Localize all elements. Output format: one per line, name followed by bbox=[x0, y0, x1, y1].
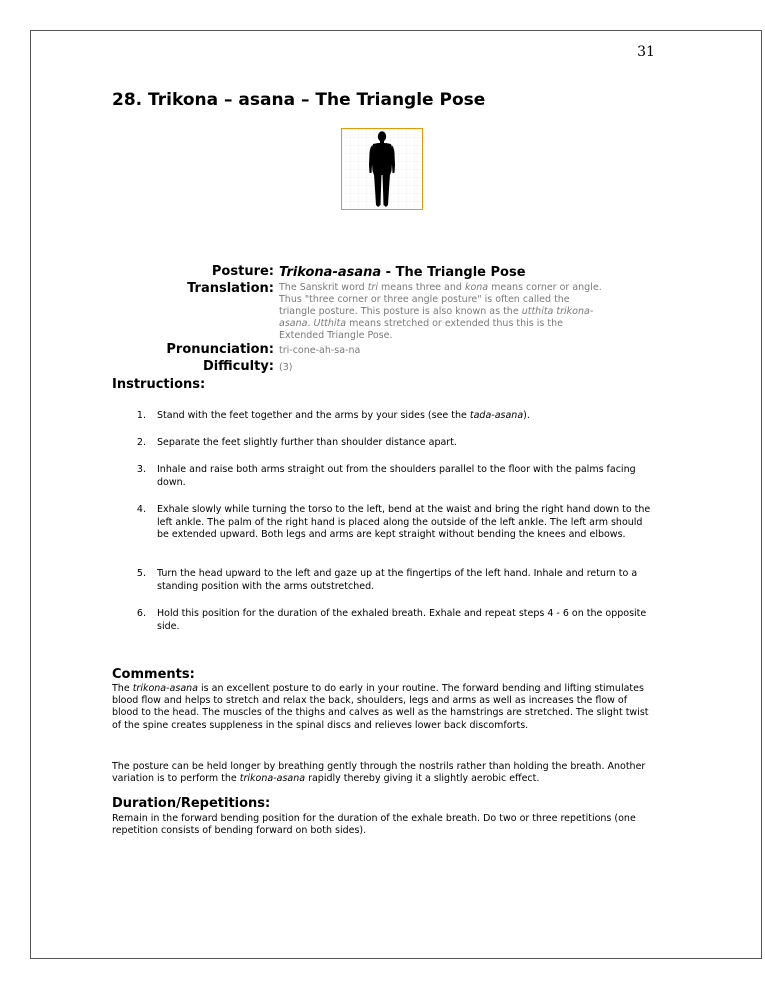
posture-name-rest: - The Triangle Pose bbox=[381, 265, 526, 280]
step-text: Exhale slowly while turning the torso to the left, bend at the waist and bring the right hand down to the left ankle. The palm of the right hand is placed along the outside of the left ankle. The left arm should be extended upward. Both legs and arms are kept straight without bending the knees and elbows. bbox=[157, 504, 651, 540]
comments-paragraph-1: The trikona-asana is an excellent posture to do early in your routine. The forward bending and lifting stimulates blood flow and helps to stretch and relax the back, shoulders, legs and arms as well as increases the flow of blood to the head. The muscles of the thighs and calves as well as the hamstrings are stretched. The slight twist of the spine creates suppleness in the spinal discs and relieves lower back discomforts. bbox=[112, 683, 649, 731]
comments-heading: Comments: bbox=[112, 667, 195, 682]
posture-value bbox=[279, 265, 526, 280]
step-number: 2. bbox=[136, 437, 146, 448]
difficulty-label: Difficulty: bbox=[202, 359, 274, 374]
step-text: Hold this position for the duration of the exhaled breath. Exhale and repeat steps 4 - 6 on the opposite side. bbox=[157, 608, 647, 632]
step-text: Stand with the feet together and the arms by your sides (see the tada-asana). bbox=[157, 410, 530, 421]
posture-label: Posture: bbox=[211, 264, 274, 279]
step-number: 5. bbox=[136, 568, 146, 579]
page-title: 28. Trikona – asana – The Triangle Pose bbox=[112, 90, 486, 110]
duration-heading: Duration/Repetitions: bbox=[112, 796, 271, 811]
page-number: 31 bbox=[637, 44, 655, 60]
step-text: Turn the head upward to the left and gaze up at the fingertips of the left hand. Inhale and return to a standing position with the arms outstretched. bbox=[157, 568, 638, 592]
pronunciation-value: tri-cone-ah-sa-na bbox=[279, 345, 361, 356]
standing-figure-icon bbox=[342, 129, 422, 209]
translation-label: Translation: bbox=[187, 281, 274, 296]
step-number: 4. bbox=[136, 504, 146, 515]
difficulty-value: (3) bbox=[279, 362, 293, 373]
pronunciation-label: Pronunciation: bbox=[166, 342, 274, 357]
comments-paragraph-2: The posture can be held longer by breathing gently through the nostrils rather than holding the breath. Another variation is to perform the trikona-asana rapidly thereby giving it a slightly aerobic effect. bbox=[112, 761, 646, 785]
translation-text: The Sanskrit word tri means three and kona means corner or angle. Thus "three corner or three angle posture" is often called the triangle posture. This posture is also known as the utthita trikona-asana. Utthita means stretched or extended thus this is the Extended Triangle Pose. bbox=[279, 282, 602, 341]
duration-text: Remain in the forward bending position for the duration of the exhale breath. Do two or three repetitions (one repetition consists of bending forward on both sides). bbox=[112, 813, 636, 837]
step-number: 3. bbox=[136, 464, 146, 475]
pose-figure bbox=[341, 128, 423, 210]
instructions-heading: Instructions: bbox=[112, 377, 206, 392]
step-text: Inhale and raise both arms straight out from the shoulders parallel to the floor with the palms facing down. bbox=[157, 464, 636, 488]
step-number: 6. bbox=[136, 608, 146, 619]
step-text: Separate the feet slightly further than shoulder distance apart. bbox=[157, 437, 457, 448]
step-number: 1. bbox=[136, 410, 146, 421]
posture-name-italic: Trikona-asana bbox=[279, 265, 382, 280]
